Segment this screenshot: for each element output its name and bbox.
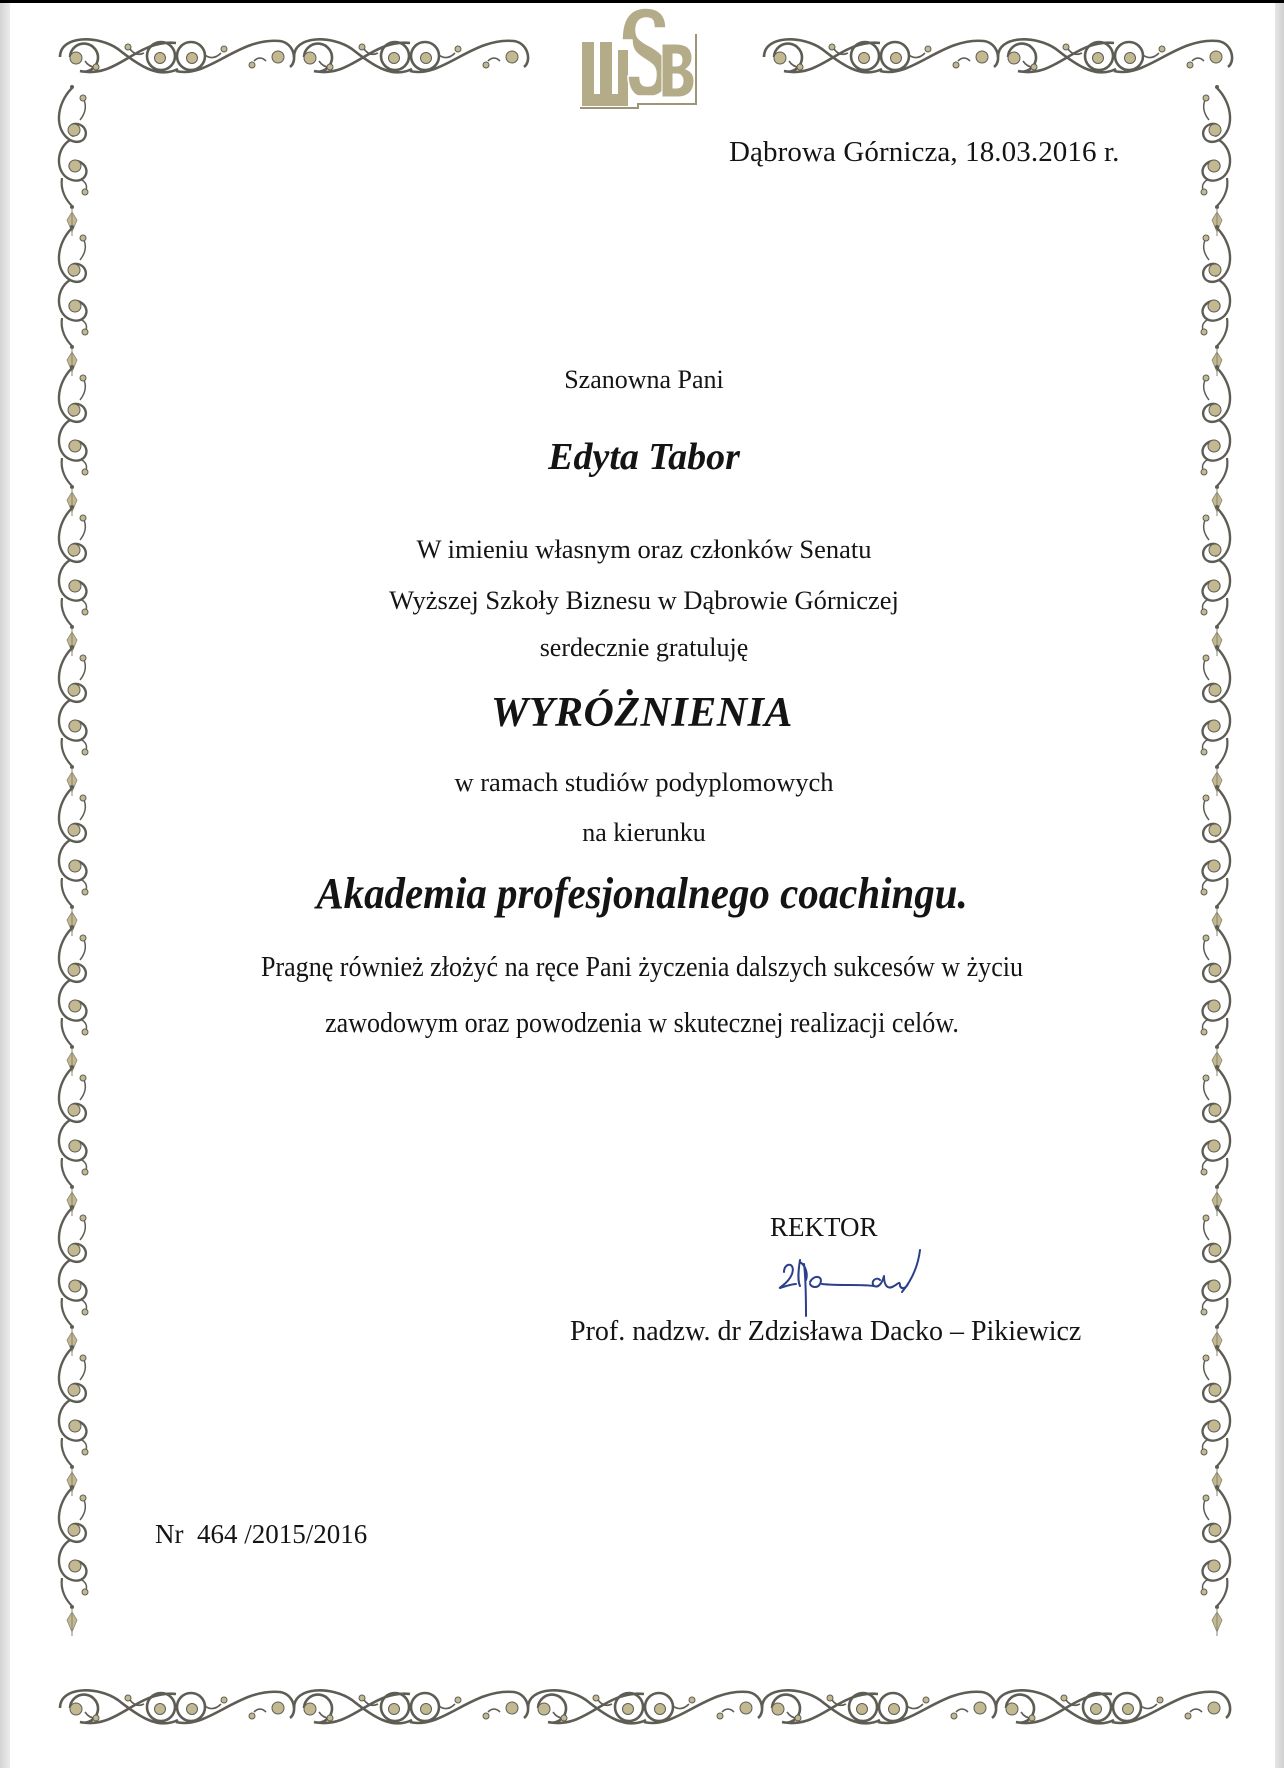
right-edge-strip [1275, 3, 1284, 1768]
course-name: Akademia profesjonalnego coachingu. [316, 869, 968, 918]
program-line-2: na kierunku [582, 818, 706, 847]
body-line-1: W imieniu własnym oraz członków Senatu [416, 534, 872, 564]
reference-number: Nr 464 /2015/2016 [155, 1519, 368, 1549]
place-and-date: Dąbrowa Górnicza, 18.03.2016 r. [729, 136, 1120, 168]
award-title: WYRÓŻNIENIA [491, 690, 793, 736]
handwritten-signature [770, 1240, 970, 1320]
wish-line-2: zawodowym oraz powodzenia w skutecznej realizacji celów. [325, 1008, 959, 1039]
wish-line-1: Pragnę również złożyć na ręce Pani życzenia dalszych sukcesów w życiu [260, 952, 1024, 983]
signer-name: Prof. nadzw. dr Zdzisława Dacko – Pikiewicz [570, 1316, 1082, 1347]
signature-title: REKTOR [770, 1212, 878, 1242]
salutation: Szanowna Pani [564, 365, 724, 394]
program-line-1: w ramach studiów podyplomowych [454, 767, 834, 797]
wsb-logo [576, 4, 702, 110]
body-line-3: serdecznie gratuluję [539, 633, 749, 662]
left-edge-strip [0, 3, 10, 1768]
recipient-name: Edyta Tabor [548, 436, 740, 478]
body-line-2: Wyższej Szkoły Biznesu w Dąbrowie Górniczej [389, 585, 899, 615]
